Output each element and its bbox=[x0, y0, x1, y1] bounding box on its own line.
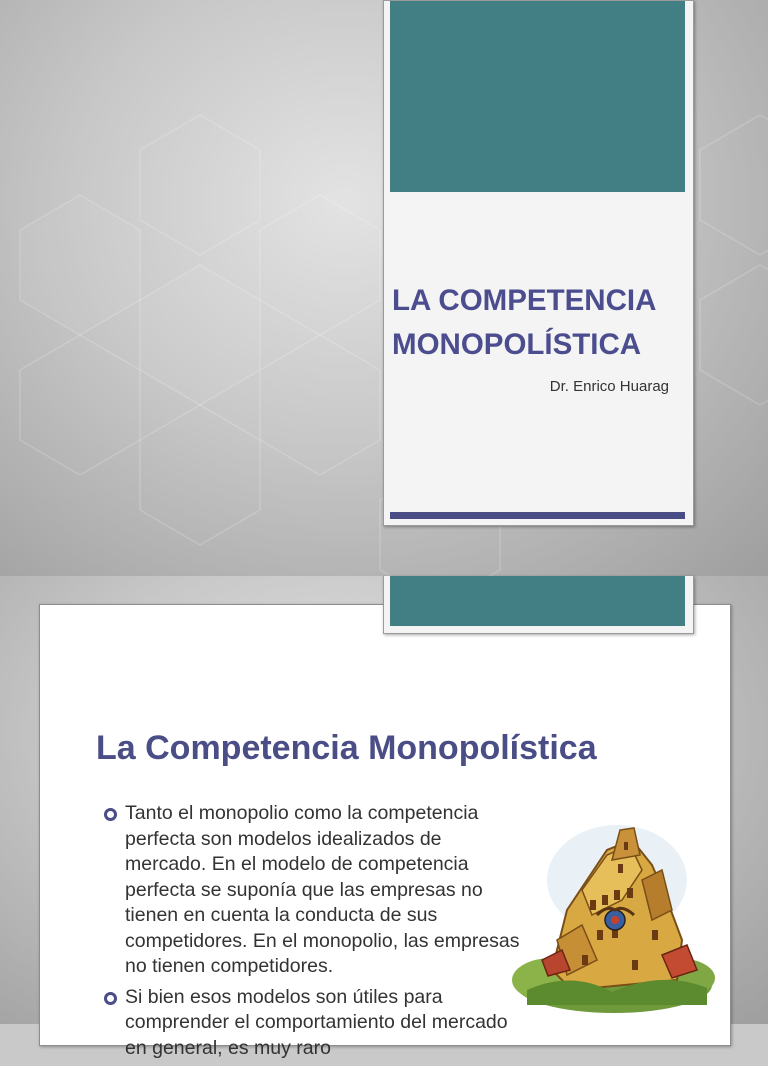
slide-heading: La Competencia Monopolística bbox=[96, 729, 597, 767]
author-name: Dr. Enrico Huarag bbox=[549, 378, 669, 395]
title-line-1: LA COMPETENCIA bbox=[392, 284, 657, 317]
teal-header-block bbox=[390, 1, 685, 192]
bullet-item bbox=[102, 985, 522, 1062]
bullet-item bbox=[102, 801, 522, 980]
castle-clipart-image bbox=[512, 820, 716, 1014]
bullet-text: Si bien esos modelos son útiles para comprender el comportamiento del mercado en general, es muy raro bbox=[125, 985, 508, 1059]
bullet-list bbox=[102, 801, 522, 1066]
bullet-text: Tanto el monopolio como la competencia perfecta son modelos idealizados de mercado. En el modelo de competencia perfecta se suponía que las empresas no tienen en cuenta la conducta de sus competidores. En el monopolio, las empresas no tienen competidores. bbox=[125, 802, 520, 977]
ring-bullet-icon bbox=[104, 808, 117, 821]
ring-bullet-icon bbox=[104, 992, 117, 1005]
slide-title bbox=[392, 279, 687, 367]
content-slide bbox=[0, 576, 768, 1059]
title-card bbox=[383, 0, 694, 526]
slide-tab-card bbox=[383, 576, 694, 634]
content-card bbox=[39, 604, 731, 1059]
accent-bar bbox=[390, 512, 685, 519]
teal-tab-block bbox=[390, 576, 685, 626]
title-line-2: MONOPOLÍSTICA bbox=[392, 328, 642, 361]
